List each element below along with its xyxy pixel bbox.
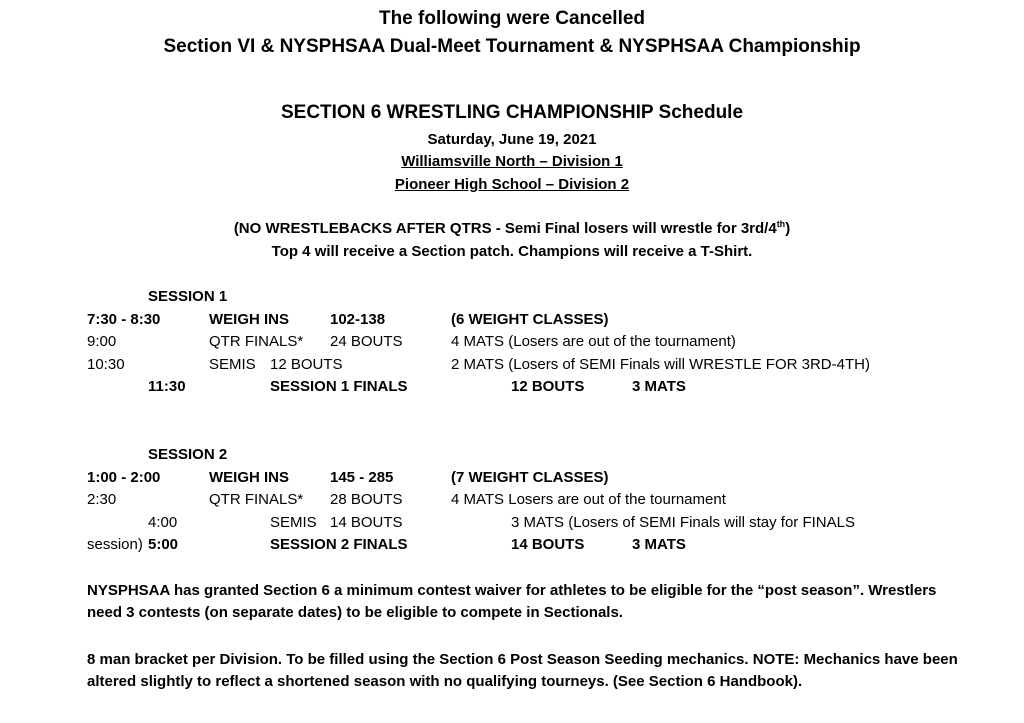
row-time: 11:30	[148, 378, 186, 395]
row-mats: 3 MATS	[632, 378, 686, 395]
session-1-row	[0, 378, 1024, 398]
bracket-paragraph: 8 man bracket per Division. To be filled using the Section 6 Post Season Seeding mechanics. NOTE: Mechanics have been altered slightly to reflect a shortened season with no qualifying tourneys. (See Section 6 Handbook).	[87, 651, 958, 690]
row-detail: 102-138	[330, 311, 386, 328]
row-time-prefix: session)	[87, 536, 143, 553]
row-mats: (6 WEIGHT CLASSES)	[451, 311, 609, 328]
row-mats: 3 MATS (Losers of SEMI Finals will stay for FINALS	[511, 514, 855, 531]
session-2-row	[0, 491, 1024, 511]
row-mats: 4 MATS Losers are out of the tournament	[451, 491, 726, 508]
row-time: 1:00 - 2:00	[87, 469, 161, 486]
row-time: 4:00	[148, 514, 178, 531]
venue-division-2-text: Pioneer High School – Division 2	[394, 176, 630, 193]
schedule-title-rest: Schedule	[653, 102, 744, 123]
row-event: SESSION 1 FINALS	[270, 378, 408, 395]
row-event: QTR FINALS*	[209, 333, 304, 350]
row-event: SESSION 2 FINALS	[270, 536, 408, 553]
row-detail: 14 BOUTS	[511, 536, 585, 553]
row-mats: 2 MATS (Losers of SEMI Finals will WRESTLE FOR 3RD-4TH)	[451, 356, 870, 373]
session-1-row	[0, 356, 1024, 376]
schedule-date: Saturday, June 19, 2021	[427, 131, 597, 148]
row-event: SEMIS	[270, 514, 317, 531]
row-event: WEIGH INS	[209, 469, 290, 486]
row-detail: 145 - 285	[330, 469, 394, 486]
wrestleback-note	[0, 220, 1024, 237]
row-detail: 12 BOUTS	[511, 378, 585, 395]
row-detail: 24 BOUTS	[330, 333, 403, 350]
session-2-row	[0, 514, 1024, 534]
session-1-label: SESSION 1	[148, 288, 228, 305]
cancelled-heading: The following were Cancelled	[378, 8, 646, 29]
wrestleback-note-sup: th	[776, 219, 786, 229]
row-time: 2:30	[87, 491, 117, 508]
schedule-title-bold: SECTION 6 WRESTLING CHAMPIONSHIP	[280, 102, 654, 123]
venue-division-2	[0, 176, 1024, 193]
awards-note: Top 4 will receive a Section patch. Champions will receive a T-Shirt.	[271, 243, 753, 260]
row-event: QTR FINALS*	[209, 491, 304, 508]
session-2-row	[0, 536, 1024, 556]
session-1-row	[0, 333, 1024, 353]
venue-division-1-text: Williamsville North – Division 1	[401, 153, 623, 170]
row-mats: 4 MATS (Losers are out of the tournament)	[451, 333, 736, 350]
row-mats: 3 MATS	[632, 536, 686, 553]
session-1-row	[0, 311, 1024, 331]
row-time: 9:00	[87, 333, 117, 350]
session-2-row	[0, 469, 1024, 489]
row-detail: 12 BOUTS	[270, 356, 343, 373]
row-mats: (7 WEIGHT CLASSES)	[451, 469, 609, 486]
row-event: SEMIS	[209, 356, 256, 373]
schedule-title	[0, 102, 1024, 124]
row-time: 7:30 - 8:30	[87, 311, 161, 328]
row-detail: 28 BOUTS	[330, 491, 403, 508]
row-detail: 14 BOUTS	[330, 514, 403, 531]
session-2-label: SESSION 2	[148, 446, 228, 463]
wrestleback-note-text: (NO WRESTLEBACKS AFTER QTRS - Semi Final losers will wrestle for 3rd/4	[233, 220, 777, 237]
row-event: WEIGH INS	[209, 311, 290, 328]
wrestleback-note-end: )	[785, 220, 791, 237]
venue-division-1	[0, 153, 1024, 170]
row-time: 5:00	[148, 536, 179, 553]
row-time: 10:30	[87, 356, 125, 373]
cancelled-events: Section VI & NYSPHSAA Dual-Meet Tournament & NYSPHSAA Championship	[163, 36, 861, 57]
waiver-paragraph: NYSPHSAA has granted Section 6 a minimum contest waiver for athletes to be eligible for the “post season”. Wrestlers need 3 contests (on separate dates) to be eligible to compete in Sectionals.	[87, 582, 937, 621]
